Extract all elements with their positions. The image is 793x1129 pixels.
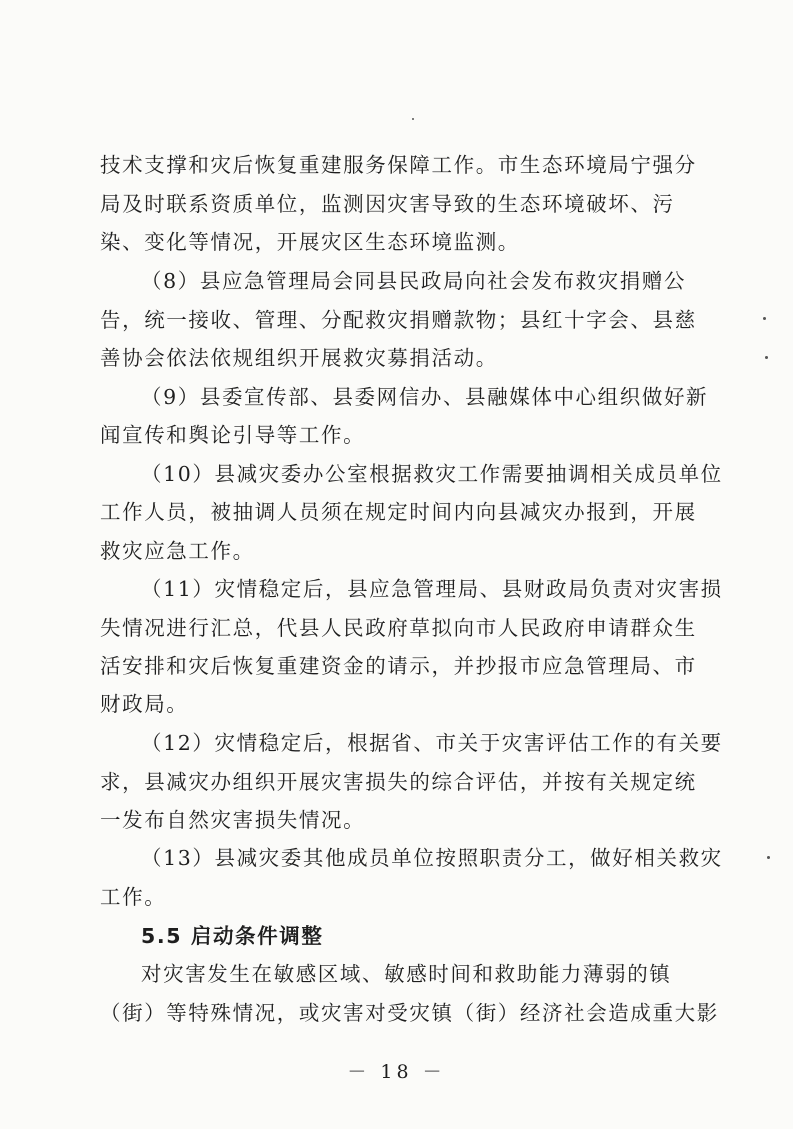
text-line: 工作。 [100, 885, 167, 909]
section-heading: 5.5 启动条件调整 [141, 924, 324, 948]
text-line: （街）等特殊情况，或灾害对受灾镇（街）经济社会造成重大影 [100, 1001, 719, 1025]
text-line: 技术支撑和灾后恢复重建服务保障工作。市生态环境局宁强分 [100, 153, 697, 177]
text-line: 财政局。 [100, 692, 189, 716]
text-line: 一发布自然灾害损失情况。 [100, 808, 366, 832]
text-line: 救灾应急工作。 [100, 539, 255, 563]
scan-speck [412, 118, 414, 120]
scan-speck [767, 856, 770, 859]
paragraph-first-line: （9）县委宣传部、县委网信办、县融媒体中心组织做好新 [141, 385, 709, 409]
text-line: 局及时联系资质单位，监测因灾害导致的生态环境破坏、污 [100, 192, 675, 216]
scan-speck [763, 317, 766, 320]
paragraph-first-line: （13）县减灾委其他成员单位按照职责分工，做好相关救灾 [141, 846, 723, 870]
text-line: 工作人员，被抽调人员须在规定时间内向县减灾办报到，开展 [100, 500, 697, 524]
text-line: 染、变化等情况，开展灾区生态环境监测。 [100, 230, 520, 254]
paragraph-first-line: 对灾害发生在敏感区域、敏感时间和救助能力薄弱的镇 [141, 962, 672, 986]
text-line: 求，县减灾办组织开展灾害损失的综合评估，并按有关规定统 [100, 770, 697, 794]
text-line: 闻宣传和舆论引导等工作。 [100, 423, 366, 447]
paragraph-first-line: （12）灾情稳定后，根据省、市关于灾害评估工作的有关要 [141, 731, 723, 755]
text-line: 告，统一接收、管理、分配救灾捐赠款物；县红十字会、县慈 [100, 308, 697, 332]
paragraph-first-line: （8）县应急管理局会同县民政局向社会发布救灾捐赠公 [141, 269, 687, 293]
page-number: － 18 － [347, 1061, 446, 1083]
text-line: 失情况进行汇总，代县人民政府草拟向市人民政府申请群众生 [100, 616, 697, 640]
text-line: 活安排和灾后恢复重建资金的请示，并抄报市应急管理局、市 [100, 654, 697, 678]
paragraph-first-line: （11）灾情稳定后，县应急管理局、县财政局负责对灾害损 [141, 577, 723, 601]
paragraph-first-line: （10）县减灾委办公室根据救灾工作需要抽调相关成员单位 [141, 462, 723, 486]
text-line: 善协会依法依规组织开展救灾募捐活动。 [100, 346, 498, 370]
scan-speck [765, 356, 768, 359]
